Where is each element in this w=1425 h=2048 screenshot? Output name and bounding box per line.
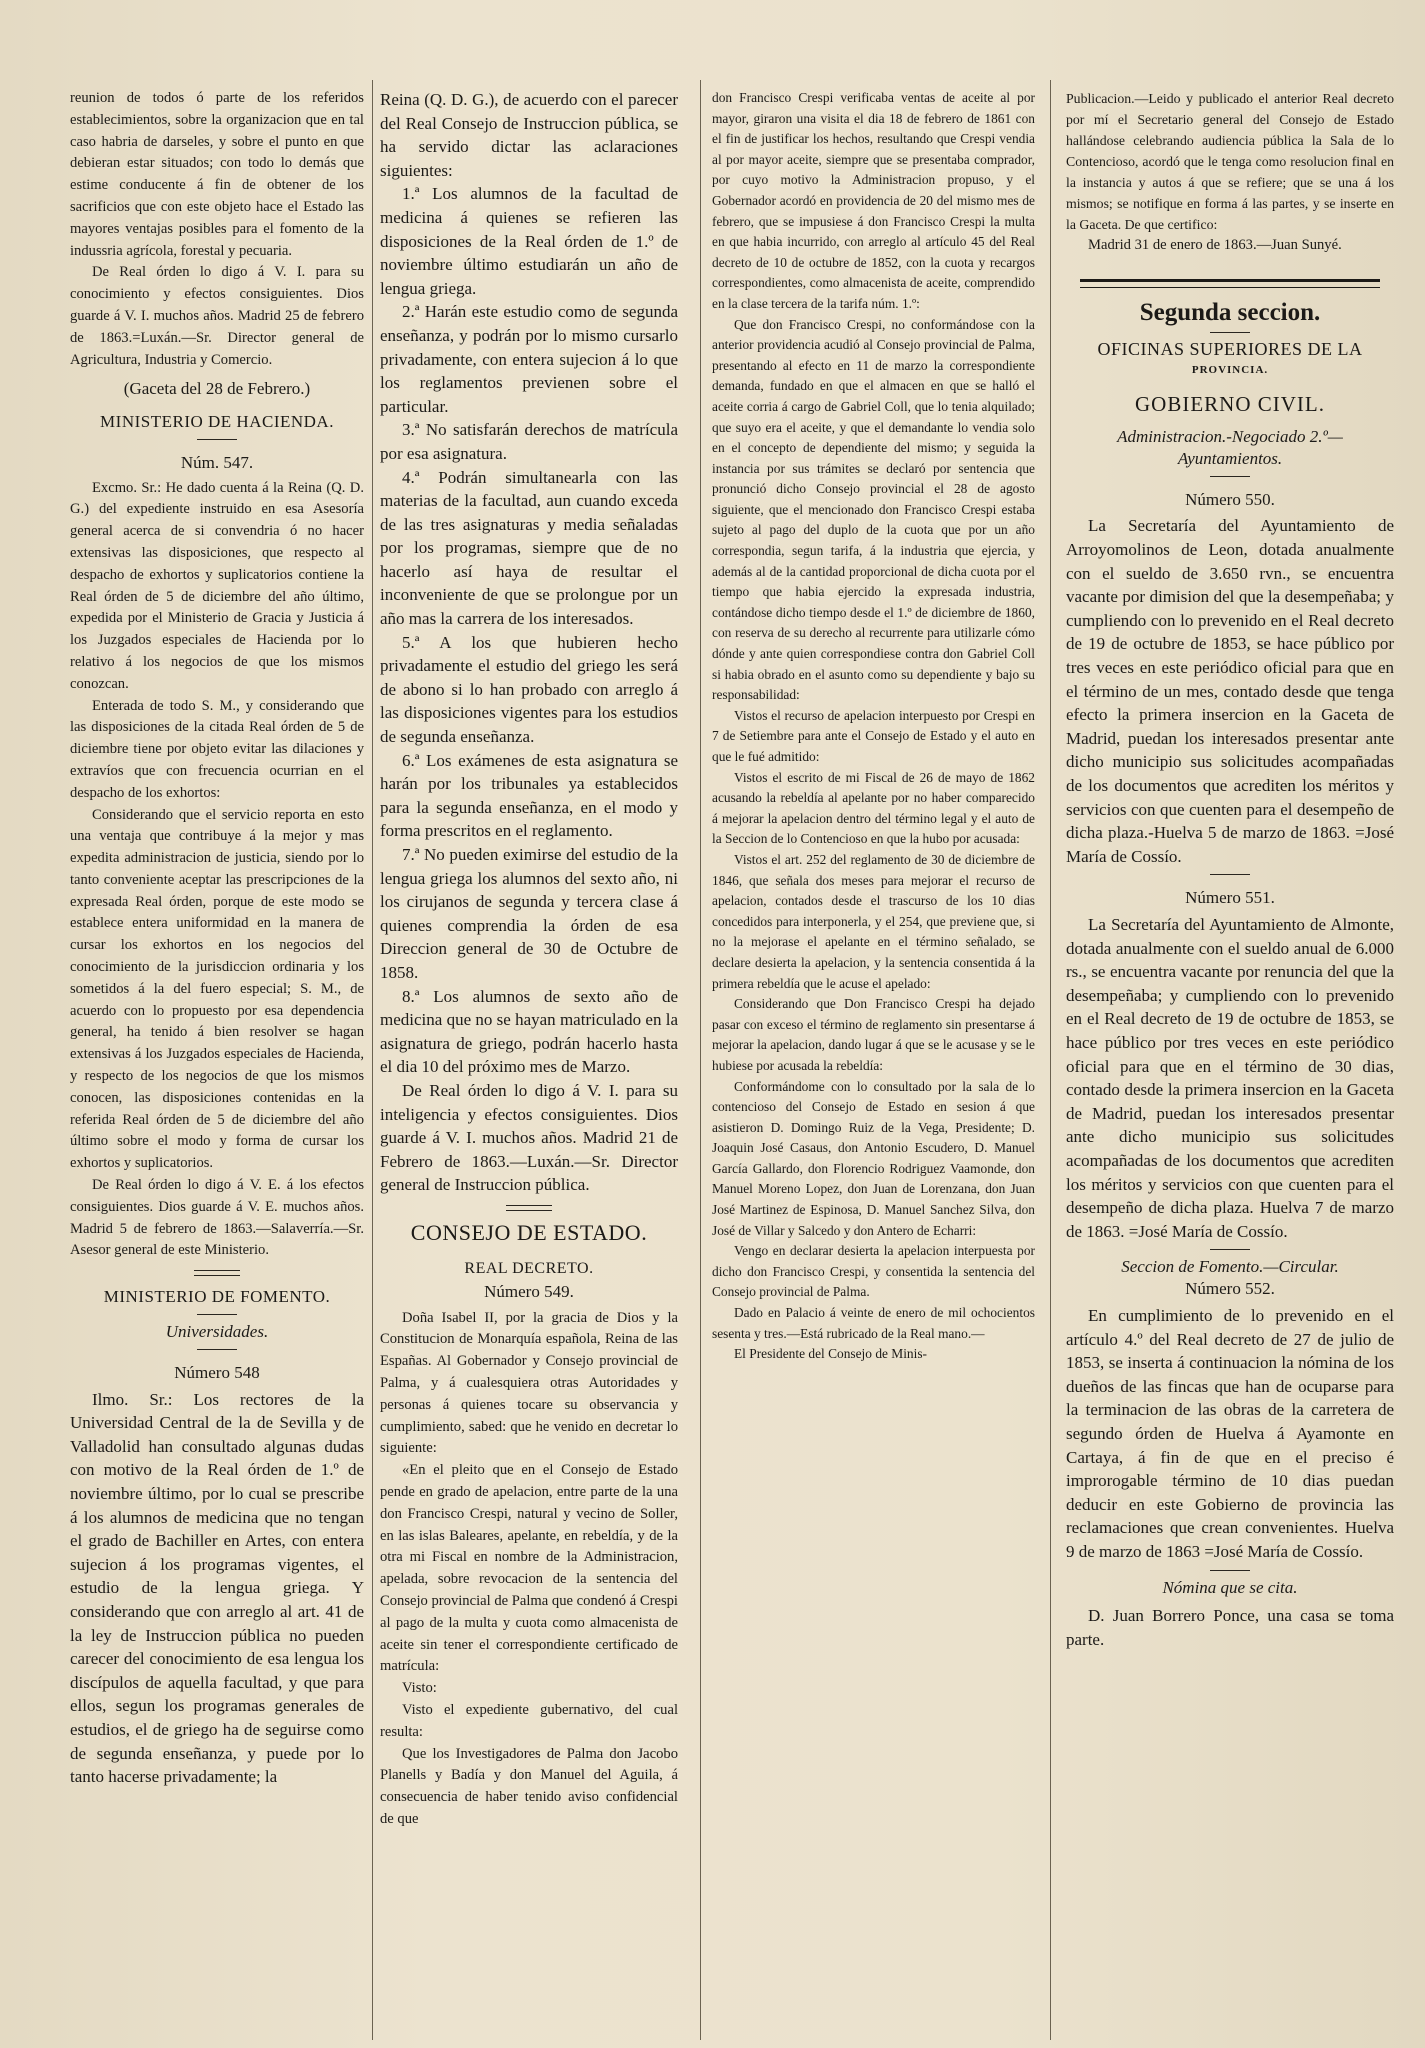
paragraph: 7.ª No pueden eximirse del estudio de la lengua griega los alumnos del sexto año, ni los cirujanos de segunda y tercera clase á quienes comprendia la órden de esa Direccion general de 30 de Octubre de 1858. xyxy=(380,845,678,982)
province-heading: PROVINCIA. xyxy=(1191,364,1269,377)
paragraph: 4.ª Podrán simultanearla con las materias de la facultad, aun cuando exceda de las tres asignaturas y media señaladas por los programas, siempre que de no hacerlo así haya de resultar el inconveniente de que se prolongue por un año mas la carrera de los interesados. xyxy=(380,467,678,629)
paragraph: Enterada de todo S. M., y considerando que las disposiciones de la citada Real órden de 5 de diciembre tiene por objeto evitar las dilaciones y extravíos que con frecuencia ocurrian en el despacho de los exhortos: xyxy=(70,697,364,801)
office-heading: OFICINAS SUPERIORES DE LA xyxy=(1097,338,1363,359)
divider xyxy=(197,1349,237,1350)
divider xyxy=(197,439,237,440)
paragraph: La Secretaría del Ayuntamiento de Arroyomolinos de Leon, dotada anualmente con el sueldo de 3.650 rvn., se encuentra vacante por dimision del que la desempeñaba; y cumpliendo con lo prevenido en el Real decreto de 19 de octubre de 1853, se hace público por tres veces en este periódico oficial para que en el término de un mes, contado desde que tenga efecto la primera insercion en la Gaceta de Madrid, puedan los interesados presentar ante dicho municipio sus solicitudes acompañadas de los documentos que acrediten los méritos y servicios con que cuenten para el desempeño de dicha plaza.-Huelva 5 de marzo de 1863. =José María de Cossío. xyxy=(1066,516,1394,866)
paragraph: don Francisco Crespi verificaba ventas de aceite al por mayor, giraron una visita el dia 18 de febrero de 1861 con el fin de justificar los hechos, resultando que Crespi vendia al por mayor aceite, siempre que se presentaba comprador, por cuyo motivo la Administracion propuso, y el Gobernador acordó en providencia de 20 del mismo mes de febrero, que se impusiese á don Francisco Crespi la multa en que habia incurrido, con arreglo al artículo 45 del Real decreto de 10 de octubre de 1852, con la cuota y recargos correspondientes, como almacenista de aceite, comprendido en la clase tercera de la tarifa núm. 1.º: xyxy=(712,90,1035,311)
number-heading: Núm. 547. xyxy=(180,452,254,472)
paragraph: Que don Francisco Crespi, no conformándose con la anterior providencia acudió al Consejo provincial de Palma, presentando al efecto en 11 de marzo la correspondiente demanda, fundado en que el almacen en que se halló el aceite corria á cargo de Gabriel Coll, que lo tenia alquilado; que suyo era el aceite, y que el demandante lo vendia solo en el concepto de dependiente del mismo; y seguida la instancia por sus trámites se declaró por sentencia que pronunció dicho Consejo provincial el 28 de agosto siguiente, que el mencionado don Francisco Crespi estaba sujeto al pago del duplo de la cuota que por un año correspondia, segun tarifa, á la industria que ejercia, y además al de la cantidad proporcional de dicha cuota por el tiempo que habia ejercido la expresada industria, contándose dicho tiempo desde el 1.º de diciembre de 1860, con reserva de su derecho al recurrente para utilizarle cómo dónde y ante quien correspondiese contra don Gabriel Coll si habia obrado en el asunto como su dependiente y bajo su responsabilidad: xyxy=(712,316,1035,703)
paragraph: La Secretaría del Ayuntamiento de Almonte, dotada anualmente con el sueldo anual de 6.000 rs., se encuentra vacante por renuncia del que la desempeñaba; y cumpliendo con lo prevenido en el Real decreto de 19 de octubre de 1853, se hace público por tres veces en este periódico oficial para que en el término de 30 dias, contado desde la primera insercion en la Gaceta de Madrid, puedan los interesados presentar ante dicho municipio sus solicitudes acompañadas de los documentos que acrediten los méritos y servicios con que cuenten para el desempeño de dicha plaza. Huelva 7 de marzo de 1863. =José María de Cossío. xyxy=(1066,915,1394,1241)
section-heading: MINISTERIO DE FOMENTO. xyxy=(103,1287,331,1307)
divider xyxy=(1210,1570,1250,1571)
paragraph: reunion de todos ó parte de los referidos establecimientos, sobre la organizacion que en tal caso habria de darseles, y sobre el punto en que debieran estar situados; con todo lo demás que estime conducente á fin de obtener de los sacrificios que con este objeto hace el Estado las mayores ventajas posibles para el fomento de la indussria agrícola, forestal y pecuaria. xyxy=(70,90,364,259)
paragraph: 3.ª No satisfarán derechos de matrícula por esa asignatura. xyxy=(380,420,678,463)
gazette-date: (Gaceta del 28 de Febrero.) xyxy=(123,379,311,399)
column-rule xyxy=(1050,80,1051,2040)
divider xyxy=(1210,874,1250,875)
column-3 xyxy=(712,88,1035,2038)
subsection-heading: Administracion.-Negociado 2.º— Ayuntamientos. xyxy=(1117,426,1343,468)
column-4 xyxy=(1066,88,1394,2038)
section-heading: Segunda seccion. xyxy=(1139,298,1321,326)
paragraph: 6.ª Los exámenes de esta asignatura se harán por los tribunales ya establecidos para la segunda enseñanza, en el modo y forma prescritos en el reglamento. xyxy=(380,750,678,841)
divider xyxy=(197,1314,237,1315)
number-heading: Número 548 xyxy=(174,1362,260,1382)
paragraph: Vistos el recurso de apelacion interpuesto por Crespi en 7 de Setiembre para ante el Consejo de Estado y el auto en que le fué admitido: xyxy=(712,707,1035,764)
paragraph: Madrid 31 de enero de 1863.—Juan Sunyé. xyxy=(1088,237,1342,253)
number-heading: Número 550. xyxy=(1185,489,1275,509)
subsection-heading: Universidades. xyxy=(165,1322,269,1342)
paragraph: Publicacion.—Leido y publicado el anterior Real decreto por mí el Secretario general del Consejo de Estado hallándose celebrando audiencia pública la Sala de lo Contencioso, acordó que le tenga como resolucion final en la instancia y autos á que se refiere; que se una á los mismos; se notifique en forma á las partes, y se inserte en la Gaceta. De que certifico: xyxy=(1066,91,1394,232)
divider xyxy=(506,1205,552,1211)
divider xyxy=(1210,332,1250,333)
column-2 xyxy=(380,88,678,2038)
paragraph: Conformándome con lo consultado por la sala de lo contencioso del Consejo de Estado en sesion á que asistieron D. Domingo Ruiz de la Vega, Presidente; D. Joaquin José Casaus, don Antonio Escudero, D. Manuel García Gallardo, don Florencio Rodriguez Vaamonde, don Manuel Moreno Lopez, don Juan de Lorenzana, don Juan José Martinez de Espinosa, D. Manuel Sanchez Silva, don José de Villar y Salcedo y don Antero de Echarri: xyxy=(712,1078,1035,1238)
subsection-heading: Seccion de Fomento.—Circular. xyxy=(1121,1257,1339,1277)
paragraph: Reina (Q. D. G.), de acuerdo con el parecer del Real Consejo de Instruccion pública, se ha servido dictar las aclaraciones siguientes: xyxy=(380,90,678,180)
divider xyxy=(194,1270,240,1276)
number-heading: Número 551. xyxy=(1185,888,1275,908)
paragraph: Ilmo. Sr.: Los rectores de la Universidad Central de la de Sevilla y de Valladolid han consultado algunas dudas con motivo de la Real órden de 1.º de noviembre último, por lo cual se prescribe á los alumnos de medicina que no tengan el grado de Bachiller en Artes, con entera sujecion á los programas vigentes, el estudio de la lengua griega. Y considerando que con arreglo al art. 41 de la ley de Instruccion pública no pueden carecer del conocimiento de esa lengua los discípulos de aquella facultad, y que para ellos, segun los programas generales de estudios, el de griego ha de seguirse como de segunda enseñanza, y puede por lo tanto hacerse privadamente; la xyxy=(70,1389,364,1787)
paragraph: 8.ª Los alumnos de sexto año de medicina que no se hayan matriculado en la asignatura de griego, podrán hacerlo hasta el dia 10 del próximo mes de Marzo. xyxy=(380,986,678,1077)
column-rule xyxy=(700,80,701,2040)
column-rule xyxy=(372,80,373,2040)
paragraph: El Presidente del Consejo de Minis- xyxy=(734,1346,928,1362)
section-heading: MINISTERIO DE HACIENDA. xyxy=(100,411,334,431)
subsection-heading: Nómina que se cita. xyxy=(1162,1577,1298,1597)
paragraph: Vistos el escrito de mi Fiscal de 26 de mayo de 1862 acusando la rebeldía al apelante por no haber comparecido á mejorar la apelacion dentro del término legal y el auto de la Seccion de lo Contencioso en que la hubo por acusada: xyxy=(712,769,1035,847)
paragraph: «En el pleito que en el Consejo de Estado pende en grado de apelacion, entre parte de la una don Francisco Crespi, natural y vecino de Soller, en las islas Baleares, apelante, en rebeldía, y de la otra mi Fiscal en nombre de la Administracion, apelada, sobre revocacion de la sentencia del Consejo provincial de Palma que condenó á Crespi al pago de la multa y cuota como almacenista de aceite sin tener el correspondiente certificado de matrícula: xyxy=(380,1462,678,1675)
section-heading: CONSEJO DE ESTADO. xyxy=(410,1219,648,1245)
paragraph: D. Juan Borrero Ponce, una casa se toma parte. xyxy=(1066,1606,1394,1649)
paragraph: 5.ª A los que hubieren hecho privadamente el estudio del griego les será de abono si lo han probado con arreglo á las disposiciones vigentes para los estudios de segunda enseñanza. xyxy=(380,632,678,747)
paragraph: Vengo en declarar desierta la apelacion interpuesta por dicho don Francisco Crespi, y consentida la sentencia del Consejo provincial de Palma. xyxy=(712,1243,1035,1300)
paragraph: Considerando que el servicio reporta en esto una ventaja que contribuye á la mejor y mas expedita administracion de justicia, siendo por lo tanto conveniente aceptar las prescripciones de la expresada Real órden, porque de este modo se establece entera uniformidad en la manera de cursar los exhortos en los negocios del conocimiento de la jurisdiccion ordinaria y los sometidos á la del fuero especial; S. M., de acuerdo con lo propuesto por esa dependencia general, ha tenido á bien resolver se hagan extensivas á los Juzgados especiales de Hacienda, y respecto de los negocios de que los mismos conocen, las disposiciones contenidas en la referida Real órden de 5 de diciembre del año último sobre el modo y forma de cursar los exhortos y suplicatorios. xyxy=(70,806,364,1172)
paragraph: Visto: xyxy=(402,1680,437,1697)
decree-heading: REAL DECRETO. xyxy=(464,1259,594,1277)
paragraph: Dado en Palacio á veinte de enero de mil ochocientos sesenta y tres.—Está rubricado de la Real mano.— xyxy=(712,1305,1035,1341)
paragraph: En cumplimiento de lo prevenido en el artículo 4.º del Real decreto de 27 de julio de 1853, se inserta á continuacion la nómina de los dueños de las fincas que han de ocuparse para la terminacion de las obras de la carretera de segundo órden de Huelva á Ayamonte en Cartaya, á fin de que en el preciso é improrogable término de 10 dias puedan deducir en este Gobierno de provincia las reclamaciones que crean convenientes. Huelva 9 de marzo de 1863 =José María de Cossío. xyxy=(1066,1305,1394,1561)
paragraph: Vistos el art. 252 del reglamento de 30 de diciembre de 1846, que señala dos meses para mejorar el recurso de apelacion, contados desde el trascurso de los 10 dias concedidos para interponerla, y el 254, que previene que, si no la mejorase el apelante en el término señalado, se declare desierta la apelacion, y la sentencia consentida á la primera rebeldía que le acuse el apelado: xyxy=(712,851,1035,991)
paragraph: Visto el expediente gubernativo, del cual resulta: xyxy=(380,1702,678,1740)
paragraph: De Real órden lo digo á V. E. á los efectos consiguientes. Dios guarde á V. E. muchos años. Madrid 5 de febrero de 1863.—Salaverría.—Sr. Asesor general de este Ministerio. xyxy=(70,1177,364,1259)
paragraph: Que los Investigadores de Palma don Jacobo Planells y Badía y don Manuel del Aguila, á consecuencia de haber tenido aviso confidencial de que xyxy=(380,1745,678,1828)
section-rule xyxy=(1080,279,1380,288)
government-heading: GOBIERNO CIVIL. xyxy=(1135,392,1325,417)
paragraph: 1.ª Los alumnos de la facultad de medicina á quienes se refieren las disposiciones de la Real órden de 1.º de noviembre último estudiarán un año de lengua griega. xyxy=(380,184,678,298)
column-1 xyxy=(70,88,364,2038)
paragraph: 2.ª Harán este estudio como de segunda enseñanza, y podrán por lo mismo cursarlo privadamente, con entera sujecion á lo que los reglamentos previenen sobre el particular. xyxy=(380,302,678,416)
paragraph: Doña Isabel II, por la gracia de Dios y la Constitucion de Monarquía española, Reina de las Españas. Al Gobernador y Consejo provincial de Palma, y á cualesquiera otras Autoridades y personas á quienes tocare su observancia y cumplimiento, sabed: que he venido en decretar lo siguiente: xyxy=(380,1309,678,1457)
number-heading: Número 549. xyxy=(484,1282,574,1302)
paragraph: Excmo. Sr.: He dado cuenta á la Reina (Q. D. G.) del expediente instruido en esa Asesoría general acerca de si convendria ó no hacer extensivas las disposiciones, que respecto al despacho de exhortos y suplicatorios contiene la Real órden de 5 de diciembre del año último, expedida por el Ministerio de Gracia y Justicia á los Juzgados especiales de Hacienda por lo relativo á los negocios de que los mismos conozcan. xyxy=(70,479,364,692)
divider xyxy=(1210,1249,1250,1250)
paragraph: Considerando que Don Francisco Crespi ha dejado pasar con exceso el término de reglamento sin presentarse á mejorar la apelacion, dando lugar á que se le acusase y se le hubiese por acusada la rebeldía: xyxy=(712,996,1035,1073)
number-heading: Número 552. xyxy=(1185,1279,1275,1299)
paragraph: De Real órden lo digo á V. I. para su inteligencia y efectos consiguientes. Dios guarde á V. I. muchos años. Madrid 21 de Febrero de 1863.—Luxán.—Sr. Director general de Instruccion pública. xyxy=(380,1080,678,1195)
divider xyxy=(1210,476,1250,477)
paragraph: De Real órden lo digo á V. I. para su conocimiento y efectos consiguientes. Dios guarde á V. I. muchos años. Madrid 25 de febrero de 1863.=Luxán.—Sr. Director general de Agricultura, Industria y Comercio. xyxy=(70,264,364,368)
